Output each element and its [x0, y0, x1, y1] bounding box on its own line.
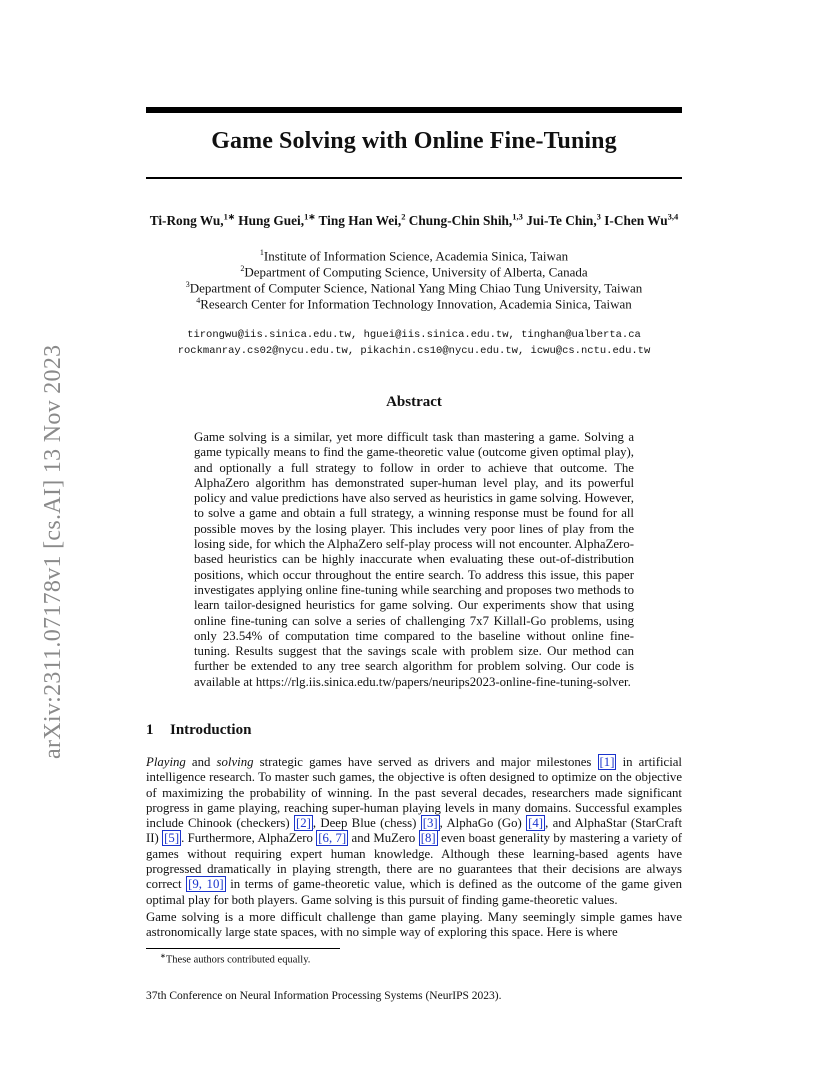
affiliation: $^3$Department of Computer Science, National Yang Ming Chiao Tung University, Taiwan	[185, 280, 643, 296]
title-top-rule	[146, 107, 682, 113]
author: Chung-Chin Shih,$^{1,3}$	[408, 212, 523, 229]
footnote: ∗These authors contributed equally.	[160, 952, 311, 966]
footnote-rule	[146, 948, 340, 949]
author: Hung Guei,$^{1∗}$	[238, 212, 316, 229]
paper-title: Game Solving with Online Fine-Tuning	[211, 128, 617, 154]
citation-link[interactable]: [2]	[295, 816, 311, 831]
section-title: Introduction	[170, 722, 252, 738]
conference-note: 37th Conference on Neural Information Processing Systems (NeurIPS 2023).	[146, 990, 502, 1002]
citation-link[interactable]: [9, 10]	[188, 877, 224, 892]
abstract-body: Game solving is a similar, yet more difficult task than mastering a game. Solving a game typically means to find the game-theoretic value (outcome given optimal play), and optionally a full strategy to follow in order to achieve that outcome. The AlphaZero algorithm has demonstrated super-human level play, and its powerful policy and value predictions have also served as heuristics in game solving. However, to solve a game and obtain a full strategy, a winning response must be found for all possible moves by the losing player. This includes very poor lines of play from the losing side, for which the AlphaZero self-play process will not encounter. AlphaZero-based heuristics can be highly inaccurate when evaluating these out-of-distribution positions, which occur throughout the entire search. To address this issue, this paper investigates applying online fine-tuning while searching and proposes two methods to learn tailor-designed heuristics for game solving. Our experiments show that using online fine-tuning can solve a series of challenging 7x7 Killall-Go problems, using only 23.54% of computation time compared to the baseline without online fine-tuning. Results suggest that the savings scale with problem size. Our method can further be extended to any tree search algorithm for problem solving. Our code is available at https://rlg.iis.sinica.edu.tw/papers/neurips2023-online-fine-tuning-solver.	[194, 430, 634, 689]
citation-link[interactable]: [1]	[599, 755, 615, 769]
author-list	[120, 212, 708, 229]
intro-paragraph-1: Playing and solving strategic games have served as drivers and major milestones [1] in artificial intelligence research. To master such games, the objective is often designed to optimize on the objective of maximizing the probability of winning. In the past several decades, researchers made significant progress in game playing, reaching super-human playing levels in many domains. Successful examples include Chinook (checkers) [2] , Deep Blue (chess) [3] , AlphaGo (Go) [4] , and AlphaStar (StarCraft II) [5] . Furthermore, AlphaZero [6, 7] and MuZero [8] even boast generality by mastering a variety of games without requiring expert human knowledge. Although these learning-based agents have progressed dramatically in playing strength, there are no guarantees that their decisions are always correct [9, 10] in terms of game-theoretic value, which is defined as the outcome of the game given optimal play for both players. Game solving is this pursuit of finding game-theoretic values.	[146, 755, 683, 907]
citation-link[interactable]: [8]	[420, 831, 436, 846]
email-list	[120, 327, 708, 359]
author: Jui-Te Chin,$^3$	[526, 212, 601, 229]
affiliation: $^2$Department of Computing Science, University of Alberta, Canada	[240, 264, 588, 280]
author: Ti-Rong Wu,$^{1∗}$	[149, 212, 235, 229]
title-bottom-rule	[146, 177, 682, 179]
intro-paragraph-2: Game solving is a more difficult challenge than game playing. Many seemingly simple games have astronomically large state spaces, with no simple way of exploring this space. Here is where	[146, 910, 682, 940]
affiliation: $^1$Institute of Information Science, Academia Sinica, Taiwan	[259, 248, 569, 264]
citation-link[interactable]: [4]	[528, 816, 544, 831]
citation-link[interactable]: [6, 7]	[318, 831, 347, 846]
citation-link[interactable]: [3]	[422, 816, 438, 831]
email-line: tirongwu@iis.sinica.edu.tw, hguei@iis.sinica.edu.tw, tinghan@ualberta.ca	[187, 329, 641, 341]
affiliation: $^4$Research Center for Information Technology Innovation, Academia Sinica, Taiwan	[196, 296, 632, 312]
email-line: rockmanray.cs02@nycu.edu.tw, pikachin.cs10@nycu.edu.tw, icwu@cs.nctu.edu.tw	[177, 345, 651, 357]
section-heading	[146, 722, 251, 739]
arxiv-side-stamp: arXiv:2311.07178v1 [cs.AI] 13 Nov 2023	[40, 344, 66, 759]
author: Ting Han Wei,$^2$	[318, 212, 406, 229]
section-number: 1	[146, 722, 154, 738]
citation-link[interactable]: [5]	[164, 831, 180, 846]
author: I-Chen Wu$^{3,4}$	[604, 212, 679, 229]
abstract-heading: Abstract	[386, 394, 442, 410]
